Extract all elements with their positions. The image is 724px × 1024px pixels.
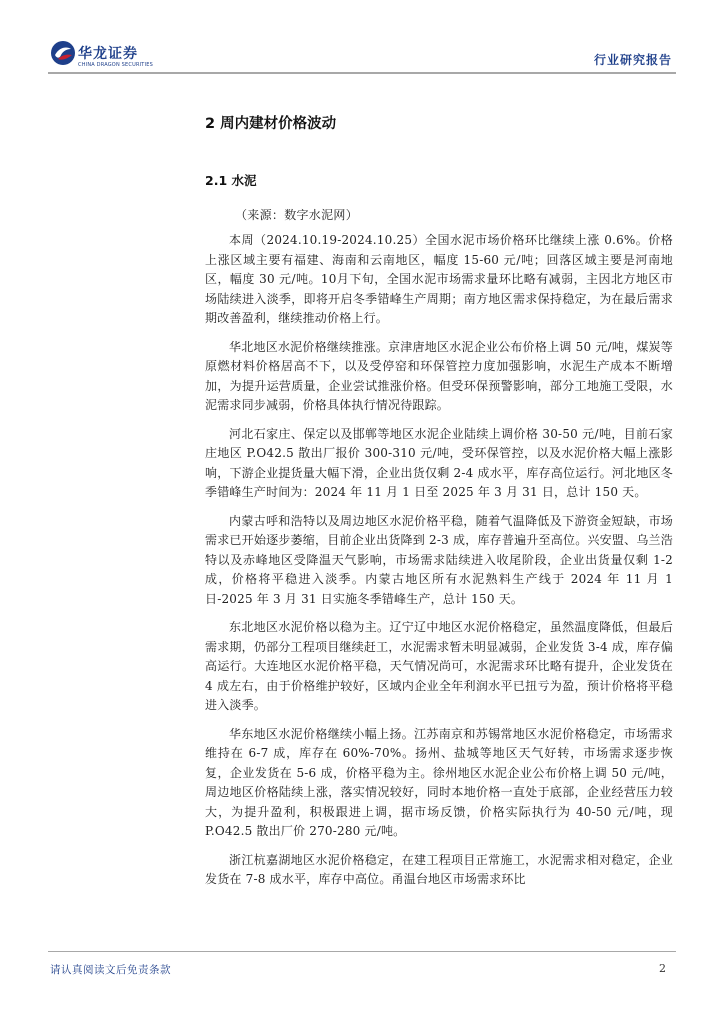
paragraph-north-china: 华北地区水泥价格继续推涨。京津唐地区水泥企业公布价格上调 50 元/吨，煤炭等原燃材料价格居高不下，以及受停窑和环保管控力度加强影响，水泥生产成本不断增加，为提升运营质量，企业尝试推涨价格。但受环保预警影响，部分工地施工受限，水泥需求同步减弱，价格具体执行情况待跟踪。 — [205, 339, 673, 412]
paragraph-hebei: 河北石家庄、保定以及邯郸等地区水泥企业陆续上调价格 30-50 元/吨，目前石家庄地区 P.O42.5 散出厂报价 300-310 元/吨，受环保管控，以及水泥价格大幅上涨影响，下游企业提货量大幅下滑，企业出货仅剩 2-4 成水平，库存高位运行。河北地区冬季错峰生产时间为：2024 年 11 月 1 日至 2025 年 3 月 31 日，总计 150 天。 — [205, 426, 673, 499]
report-type-label: 行业研究报告 — [593, 53, 672, 67]
page-number: 2 — [659, 962, 666, 975]
subsection-title: 2.1 水泥 — [205, 173, 257, 188]
paragraph-national-overview: 本周（2024.10.19-2024.10.25）全国水泥市场价格环比继续上涨 0.6%。价格上涨区域主要有福建、海南和云南地区，幅度 15-60 元/吨；回落区域主要是河南地区，幅度 30 元/吨。10月下旬，全国水泥市场需求量环比略有减弱，主因北方地区市场陆续进入淡季，即将开启冬季错峰生产周期；南方地区需求保持稳定，为在最后需求期改善盈利，继续推动价格上行。 — [205, 233, 673, 325]
header-divider — [48, 72, 676, 74]
page-header — [0, 0, 724, 78]
main-content — [205, 112, 673, 890]
logo-english-name: CHINA DRAGON SECURITIES — [78, 62, 153, 68]
logo-chinese-name: 华龙证券 — [78, 46, 138, 62]
footer-divider — [48, 951, 676, 952]
paragraph-zhejiang: 浙江杭嘉湖地区水泥价格稳定，在建工程项目正常施工，水泥需求相对稳定，企业发货在 7-8 成水平，库存中高位。甬温台地区市场需求环比 — [205, 852, 673, 886]
paragraph-northeast: 东北地区水泥价格以稳为主。辽宁辽中地区水泥价格稳定，虽然温度降低，但最后需求期，仍部分工程项目继续赶工，水泥需求暂未明显减弱，企业发货 3-4 成，库存偏高运行。大连地区水泥价格平稳，天气情况尚可，水泥需求环比略有提升，企业发货在 4 成左右，由于价格维护较好，区域内企业全年利润水平已扭亏为盈，预计价格将平稳进入淡季。 — [205, 620, 673, 712]
source-note: （来源：数字水泥网） — [235, 208, 359, 222]
paragraph-inner-mongolia: 内蒙古呼和浩特以及周边地区水泥价格平稳，随着气温降低及下游资金短缺，市场需求已开始逐步萎缩，目前企业出货降到 2-3 成，库存普遍升至高位。兴安盟、乌兰浩特以及赤峰地区受降温天气影响，市场需求陆续进入收尾阶段，企业出货量仅剩 1-2 成，价格将平稳进入淡季。内蒙古地区所有水泥熟料生产线于 2024 年 11 月 1 日-2025 年 3 月 31 日实施冬季错峰生产，总计 150 天。 — [205, 513, 673, 606]
company-logo — [50, 40, 160, 74]
section-title: 2 周内建材价格波动 — [205, 116, 337, 132]
dragon-logo-icon — [50, 40, 76, 66]
disclaimer-note: 请认真阅读文后免责条款 — [50, 964, 171, 976]
paragraph-east-china: 华东地区水泥价格继续小幅上扬。江苏南京和苏锡常地区水泥价格稳定，市场需求维持在 6-7 成，库存在 60%-70%。扬州、盐城等地区天气好转，市场需求逐步恢复，企业发货在 5-6 成，价格平稳为主。徐州地区水泥企业公布价格上调 50 元/吨，周边地区价格陆续上涨，落实情况较好，同时本地价格一直处于底部，企业经营压力较大，为提升盈利，积极跟进上调，据市场反馈，价格实际执行为 40-50 元/吨，现 P.O42.5 散出厂价 270-280 元/吨。 — [205, 726, 673, 838]
